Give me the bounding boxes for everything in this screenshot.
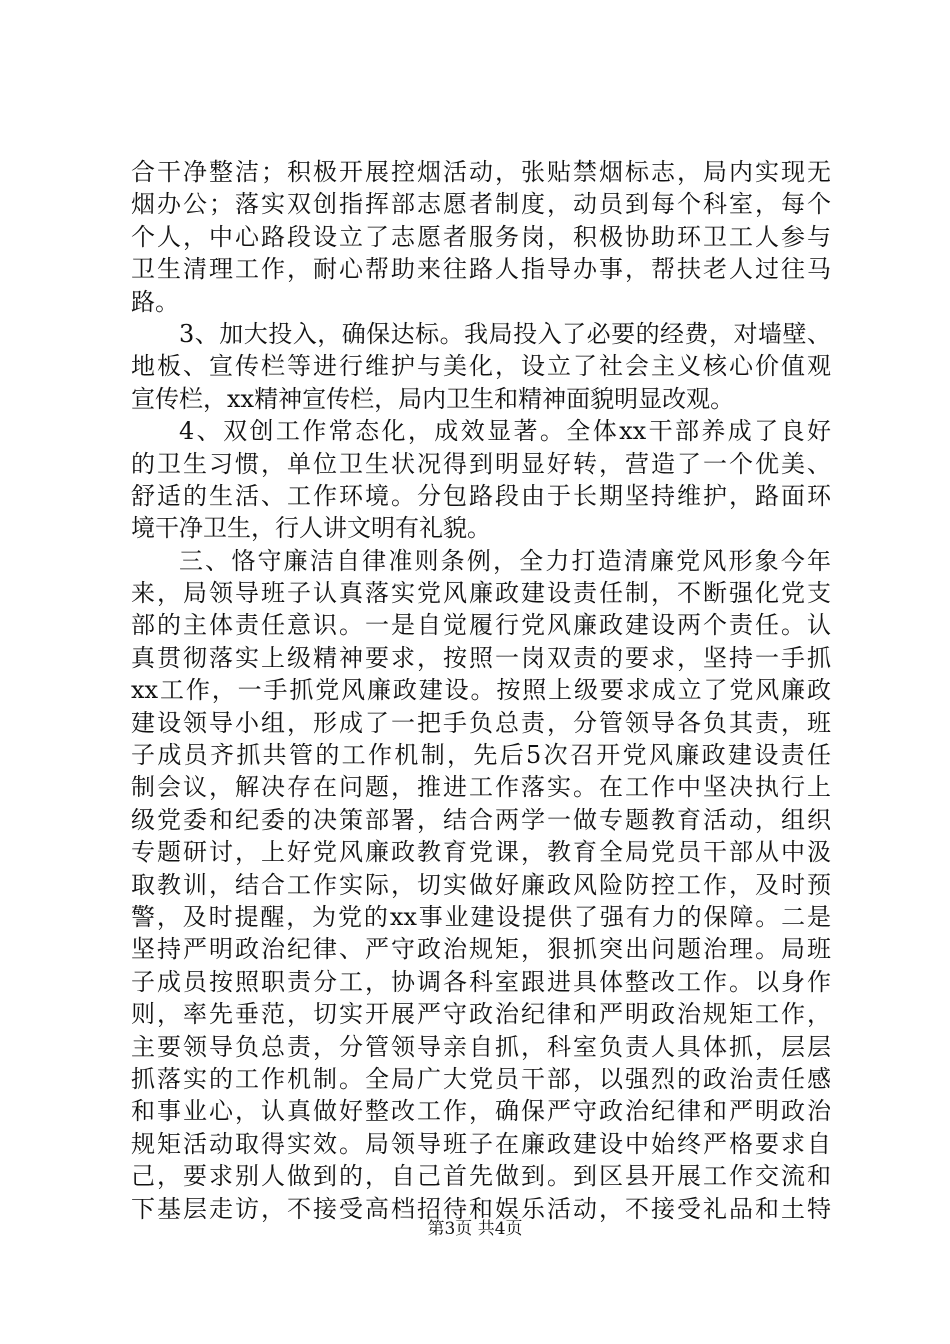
- text-line: 主要领导负总责，分管领导亲自抓，科室负责人具体抓，层层: [131, 1032, 831, 1061]
- text-line: xx工作，一手抓党风廉政建设。按照上级要求成立了党风廉政: [131, 676, 831, 705]
- text-line: 卫生清理工作，耐心帮助来往路人指导办事，帮扶老人过往马: [131, 255, 831, 284]
- text-line: 的卫生习惯，单位卫生状况得到明显好转，营造了一个优美、: [131, 449, 831, 478]
- text-line: 子成员按照职责分工，协调各科室跟进具体整改工作。以身作: [131, 967, 831, 996]
- text-line: 个人，中心路段设立了志愿者服务岗，积极协助环卫工人参与: [131, 222, 831, 251]
- text-line: 制会议，解决存在问题，推进工作落实。在工作中坚决执行上: [131, 773, 831, 802]
- text-line: 警，及时提醒，为党的xx事业建设提供了强有力的保障。二是: [131, 902, 831, 931]
- text-line: 和事业心，认真做好整改工作，确保严守政治纪律和严明政治: [131, 1097, 831, 1126]
- text-line: 坚持严明政治纪律、严守政治规矩，狠抓突出问题治理。局班: [131, 935, 831, 964]
- page-number: 第3页 共4页: [427, 1219, 523, 1239]
- text-line: 境干净卫生，行人讲文明有礼貌。: [131, 514, 491, 543]
- text-line: 真贯彻落实上级精神要求，按照一岗双责的要求，坚持一手抓: [131, 643, 831, 672]
- text-line: 专题研讨，上好党风廉政教育党课，教育全局党员干部从中汲: [131, 838, 831, 867]
- text-line: 路。: [131, 287, 179, 316]
- text-line: 抓落实的工作机制。全局广大党员干部，以强烈的政治责任感: [131, 1064, 831, 1093]
- text-line: 3、加大投入，确保达标。我局投入了必要的经费，对墙壁、: [179, 319, 831, 348]
- text-line: 建设领导小组，形成了一把手负总责，分管领导各负其责，班: [131, 708, 831, 737]
- document-body: [131, 156, 831, 1225]
- text-line: 来，局领导班子认真落实党风廉政建设责任制，不断强化党支: [131, 579, 831, 608]
- text-line: 下基层走访，不接受高档招待和娱乐活动，不接受礼品和土特: [131, 1194, 831, 1223]
- text-line: 子成员齐抓共管的工作机制，先后5次召开党风廉政建设责任: [131, 741, 831, 770]
- text-line: 部的主体责任意识。一是自觉履行党风廉政建设两个责任。认: [131, 611, 831, 640]
- text-line: 级党委和纪委的决策部署，结合两学一做专题教育活动，组织: [131, 805, 831, 834]
- text-line: 4、双创工作常态化，成效显著。全体xx干部养成了良好: [179, 417, 831, 446]
- text-line: 合干净整洁；积极开展控烟活动，张贴禁烟标志，局内实现无: [131, 158, 831, 186]
- text-line: 己，要求别人做到的，自己首先做到。到区县开展工作交流和: [131, 1162, 831, 1191]
- text-line: 则，率先垂范，切实开展严守政治纪律和严明政治规矩工作，: [131, 1000, 831, 1029]
- text-line: 取教训，结合工作实际，切实做好廉政风险防控工作，及时预: [131, 870, 831, 899]
- text-line: 烟办公；落实双创指挥部志愿者制度，动员到每个科室，每个: [131, 190, 831, 219]
- text-line: 规矩活动取得实效。局领导班子在廉政建设中始终严格要求自: [131, 1129, 831, 1158]
- text-line: 宣传栏，xx精神宣传栏，局内卫生和精神面貌明显改观。: [131, 384, 735, 413]
- text-line: 地板、宣传栏等进行维护与美化，设立了社会主义核心价值观: [131, 352, 831, 381]
- text-line: 舒适的生活、工作环境。分包路段由于长期坚持维护，路面环: [131, 481, 831, 510]
- text-line: 三、恪守廉洁自律准则条例，全力打造清廉党风形象今年: [179, 546, 831, 575]
